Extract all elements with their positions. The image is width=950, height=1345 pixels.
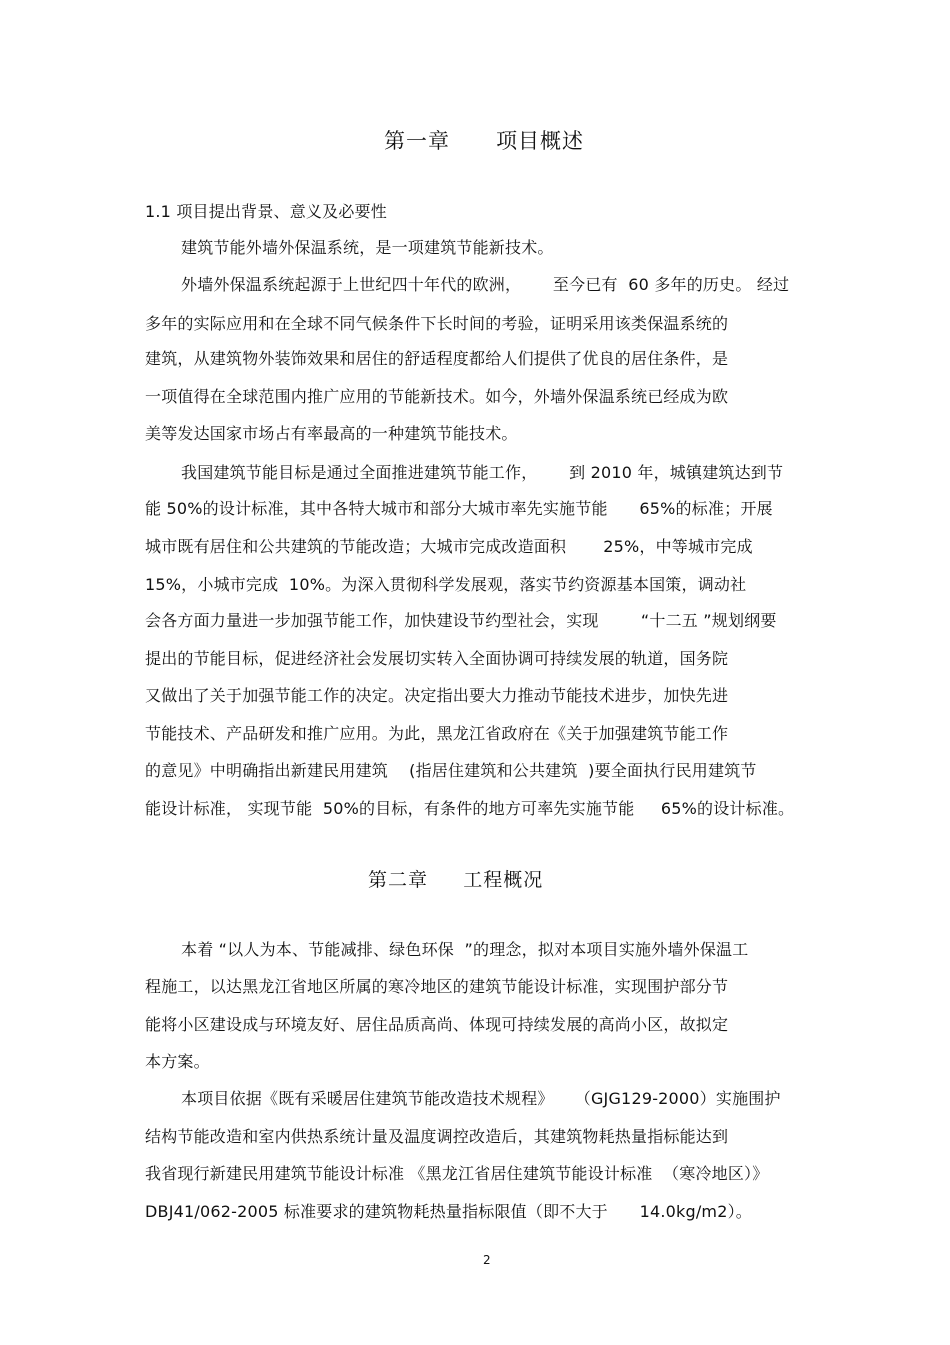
paragraph-line: 多年的实际应用和在全球不同气候条件下长时间的考验，证明采用该类保温系统的 <box>145 314 729 333</box>
paragraph-line: 结构节能改造和室内供热系统计量及温度调控改造后，其建筑物耗热量指标能达到 <box>145 1127 729 1146</box>
chapter-2-title: 工程概况 <box>463 869 544 891</box>
paragraph-line: 节能技术、产品研发和推广应用。为此，黑龙江省政府在《关于加强建筑节能工作 <box>145 724 729 743</box>
paragraph-line: 建筑节能外墙外保温系统，是一项建筑节能新技术。 <box>181 238 554 257</box>
paragraph-line: 提出的节能目标，促进经济社会发展切实转入全面协调可持续发展的轨道，国务院 <box>145 649 729 668</box>
paragraph-line: 本方案。 <box>145 1052 210 1071</box>
paragraph-line: 15%，小城市完成 10%。为深入贯彻科学发展观，落实节约资源基本国策，调动社 <box>145 575 747 594</box>
paragraph-line: 能 50%的设计标准，其中各特大城市和部分大城市率先实施节能 65%的标准；开展 <box>145 499 773 518</box>
paragraph-line: 能设计标准， 实现节能 50%的目标，有条件的地方可率先实施节能 65%的设计标准。 <box>145 799 795 818</box>
paragraph-line: DBJ41/062-2005 标准要求的建筑物耗热量指标限值（即不大于 14.0kg/m2）。 <box>145 1202 753 1221</box>
paragraph-line: 能将小区建设成与环境友好、居住品质高尚、体现可持续发展的高尚小区，故拟定 <box>145 1015 729 1034</box>
section-heading: 1.1 项目提出背景、意义及必要性 <box>145 202 387 221</box>
chapter-1-number: 第一章 <box>384 129 450 153</box>
chapter-1-title: 项目概述 <box>496 129 585 153</box>
paragraph-line: 我国建筑节能目标是通过全面推进建筑节能工作， 到 2010 年，城镇建筑达到节 <box>181 463 784 482</box>
paragraph-line: 我省现行新建民用建筑节能设计标准 《黑龙江省居住建筑节能设计标准 （寒冷地区）》 <box>145 1164 769 1183</box>
paragraph-line: 又做出了关于加强节能工作的决定。决定指出要大力推动节能技术进步，加快先进 <box>145 686 729 705</box>
chapter-2-number: 第二章 <box>368 869 429 891</box>
paragraph-line: 的意见》中明确指出新建民用建筑 (指居住建筑和公共建筑 )要全面执行民用建筑节 <box>145 761 757 780</box>
paragraph-line: 一项值得在全球范围内推广应用的节能新技术。如今，外墙外保温系统已经成为欧 <box>145 387 729 406</box>
chapter-2-heading <box>368 867 543 893</box>
paragraph-line: 本项目依据《既有采暖居住建筑节能改造技术规程》 （GJG129-2000）实施围护 <box>181 1089 781 1108</box>
paragraph-line: 建筑，从建筑物外装饰效果和居住的舒适程度都给人们提供了优良的居住条件，是 <box>145 349 729 368</box>
chapter-1-heading <box>384 127 584 155</box>
paragraph-line: 城市既有居住和公共建筑的节能改造；大城市完成改造面积 25%，中等城市完成 <box>145 537 753 556</box>
paragraph-line: 程施工，以达黑龙江省地区所属的寒冷地区的建筑节能设计标准，实现围护部分节 <box>145 977 729 996</box>
paragraph-line: 美等发达国家市场占有率最高的一种建筑节能技术。 <box>145 424 518 443</box>
paragraph-line: 本着 “以人为本、节能减排、绿色环保 ”的理念，拟对本项目实施外墙外保温工 <box>181 940 749 959</box>
page-number: 2 <box>483 1253 491 1267</box>
paragraph-line: 会各方面力量进一步加强节能工作，加快建设节约型社会，实现 “十二五 ”规划纲要 <box>145 611 777 630</box>
paragraph-line: 外墙外保温系统起源于上世纪四十年代的欧洲， 至今已有 60 多年的历史。 经过 <box>181 275 790 294</box>
